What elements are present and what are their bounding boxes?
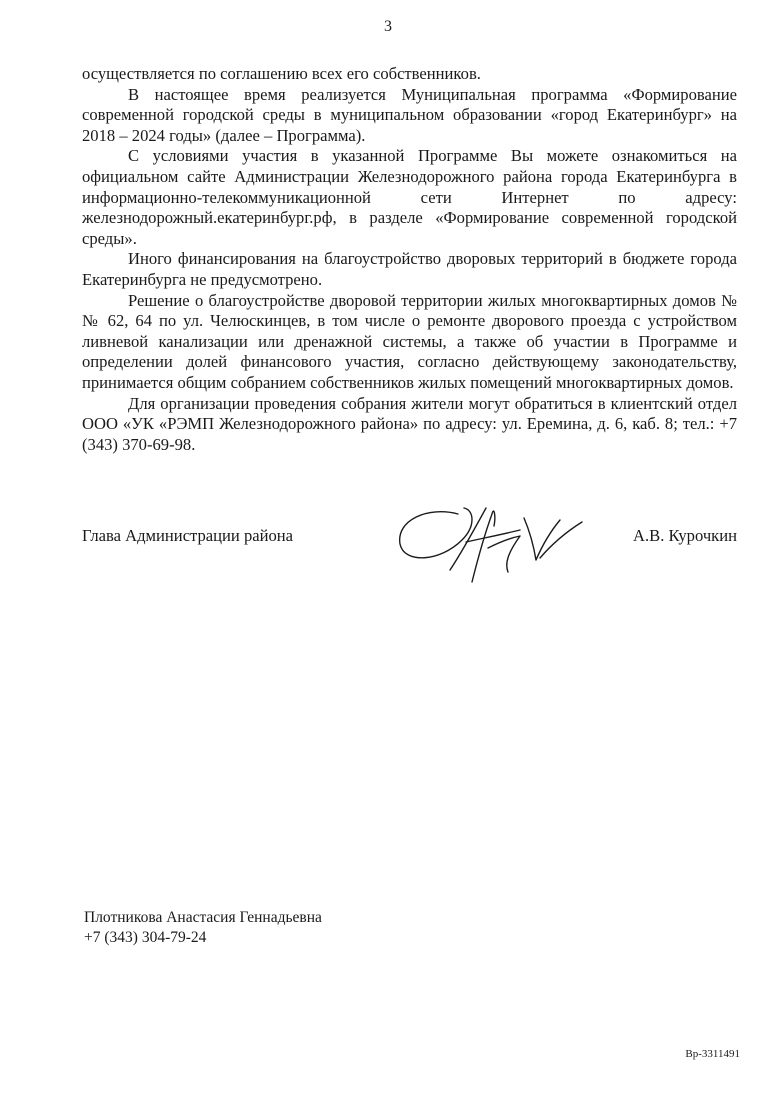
page-number: 3	[384, 18, 392, 35]
signatory-position: Глава Администрации района	[82, 526, 294, 545]
paragraph-contact: Для организации проведения собрания жители могут обратиться в клиентский отдел ООО «УК «РЭМП Железнодорожного района» по адресу: ул. Еремина, д. 6, каб. 8; тел.: +7 (343) 370-69-98.	[82, 393, 737, 454]
signatory-name: А.В. Курочкин	[633, 526, 737, 545]
registration-number	[685, 1048, 740, 1060]
paragraph-website: С условиями участия в указанной Программе Вы можете ознакомиться на официальном сайте Администрации Железнодорожного района города Екатеринбурга в информационно-телекоммуникационной сети Интернет по адресу: железнодорожный.екатеринбург.рф, в разделе «Формирование современной городской среды».	[82, 146, 737, 248]
paragraph-financing: Иного финансирования на благоустройство дворовых территорий в бюджете города Екатеринбурга не предусмотрено.	[82, 249, 737, 289]
executor-info	[84, 908, 322, 948]
executor-phone: +7 (343) 304-79-24	[84, 929, 207, 946]
handwritten-signature	[388, 498, 588, 590]
paragraph-program: В настоящее время реализуется Муниципальная программа «Формирование современной городской среды в муниципальном образовании «город Екатеринбург» на 2018 – 2024 годы» (далее – Программа).	[82, 84, 737, 145]
paragraph-continuation: осуществляется по соглашению всех его собственников.	[82, 64, 481, 83]
executor-name: Плотникова Анастасия Геннадьевна	[84, 909, 322, 926]
letter-body	[82, 64, 737, 455]
paragraph-decision: Решение о благоустройстве дворовой территории жилых многоквартирных домов №№ 62, 64 по ул. Челюскинцев, в том числе о ремонте дворового проезда с устройством ливневой канализации или дренажной системы, а также об участии в Программе и определении долей финансового участия, согласно действующему законодательству, принимается общим собранием собственников жилых помещений многоквартирных домов.	[82, 290, 737, 392]
registration-number-text: Вр-3311491	[685, 1048, 740, 1060]
